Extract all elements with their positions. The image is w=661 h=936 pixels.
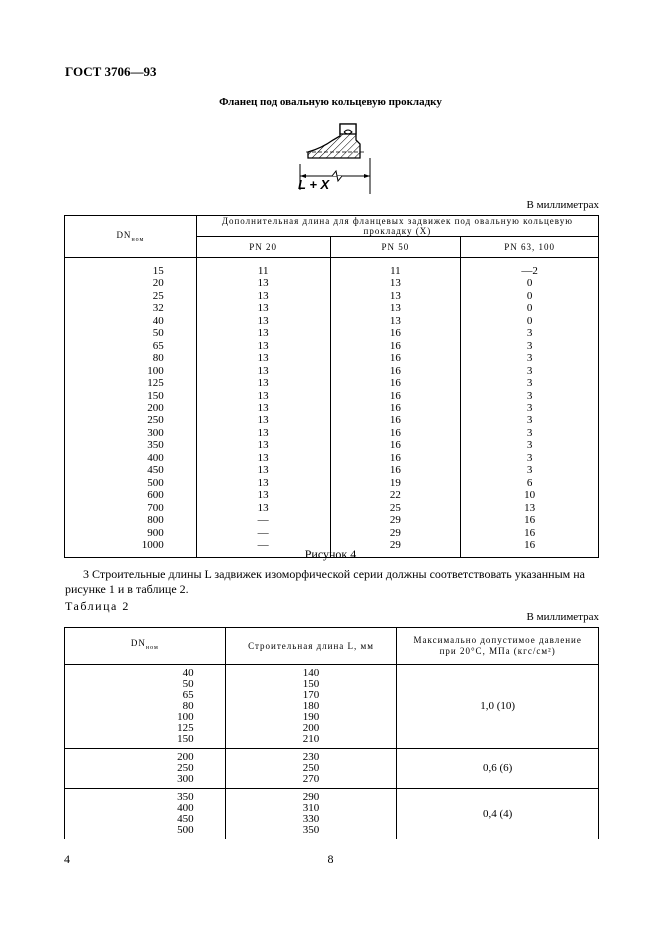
table-value: 500 bbox=[147, 476, 164, 489]
table-value: 13 bbox=[257, 426, 269, 439]
table-value: 500 bbox=[177, 824, 194, 836]
table-value: 13 bbox=[257, 352, 269, 365]
pressure-cell: 1,0 (10) bbox=[397, 665, 599, 749]
table-value: 350 bbox=[147, 439, 164, 452]
table-value: 11 bbox=[390, 265, 401, 277]
table-value: 230 bbox=[302, 751, 320, 763]
table-value: 16 bbox=[389, 352, 401, 365]
pn20-header: PN 20 bbox=[196, 237, 330, 258]
group-header: Дополнительная длина для фланцевых задвижек под овальную кольцевую прокладку (X) bbox=[196, 216, 598, 237]
table-value: 350 bbox=[177, 791, 194, 803]
table-value: 13 bbox=[389, 314, 401, 327]
figure-dimension-label: L + X bbox=[298, 177, 330, 192]
table-additional-length bbox=[64, 215, 599, 558]
units-note-2: В миллиметрах bbox=[526, 611, 599, 623]
table-value: 13 bbox=[257, 439, 269, 452]
table-value: 3 bbox=[526, 464, 533, 477]
table-value: 40 bbox=[182, 667, 194, 679]
table-value: 0 bbox=[526, 289, 533, 302]
table-2-label: Таблица 2 bbox=[65, 599, 130, 613]
table-value: 150 bbox=[302, 678, 320, 690]
table-value: 700 bbox=[147, 501, 164, 514]
table-value: 310 bbox=[302, 802, 320, 814]
dn-header: $DN_{ном}$ bbox=[65, 216, 197, 258]
table-value: 250 bbox=[147, 414, 164, 427]
table-value: 0 bbox=[526, 314, 533, 327]
table-value: 3 bbox=[526, 401, 533, 414]
table-value: — bbox=[257, 538, 269, 551]
table-value: 16 bbox=[389, 327, 401, 340]
table-value: 13 bbox=[257, 377, 269, 390]
table-value: 16 bbox=[389, 451, 401, 464]
table-value: 140 bbox=[302, 667, 320, 679]
table-value: 65 bbox=[182, 689, 194, 701]
table-value: 22 bbox=[389, 489, 401, 502]
table-value: 600 bbox=[147, 489, 164, 502]
table-value: 13 bbox=[389, 277, 401, 290]
table-value: 1000 bbox=[141, 538, 164, 551]
table-value: 3 bbox=[526, 339, 533, 352]
table-value: 16 bbox=[389, 377, 401, 390]
dimension-line bbox=[298, 158, 370, 194]
dn-header-2: $DN_{ном}$ bbox=[65, 628, 226, 665]
table-value: — bbox=[257, 526, 269, 539]
table-value: 13 bbox=[257, 489, 269, 502]
table-value: 16 bbox=[389, 464, 401, 477]
table-value: 13 bbox=[257, 464, 269, 477]
table-value: 13 bbox=[257, 302, 269, 315]
table-value: 250 bbox=[177, 762, 194, 774]
table-value: 25 bbox=[152, 289, 164, 302]
table-value: 13 bbox=[257, 451, 269, 464]
table-value: —2 bbox=[521, 265, 538, 277]
table-value: 16 bbox=[389, 364, 401, 377]
table-value: 13 bbox=[257, 289, 269, 302]
table-value: 16 bbox=[389, 401, 401, 414]
table-value: 125 bbox=[177, 722, 194, 734]
table-value: 10 bbox=[524, 489, 536, 502]
table-value: 16 bbox=[389, 426, 401, 439]
table-value: 300 bbox=[177, 773, 194, 785]
table-value: 13 bbox=[257, 327, 269, 340]
page-number-center: 8 bbox=[327, 852, 334, 866]
table-value: 16 bbox=[389, 414, 401, 427]
table-value: 16 bbox=[524, 538, 536, 551]
table-value: 13 bbox=[257, 277, 269, 290]
table-value: 16 bbox=[389, 389, 401, 402]
table-value: 20 bbox=[152, 277, 164, 290]
table-value: 3 bbox=[526, 451, 533, 464]
length-header: Строительная длина L, мм bbox=[225, 628, 397, 665]
table-value: 800 bbox=[147, 514, 164, 527]
paragraph-line-2: рисунке 1 и в таблице 2. bbox=[65, 582, 189, 596]
table-value: 80 bbox=[152, 352, 164, 365]
table-value: 290 bbox=[302, 791, 320, 803]
table-value: 0 bbox=[526, 302, 533, 315]
table-value: 13 bbox=[257, 389, 269, 402]
table-value: 11 bbox=[257, 265, 269, 277]
table-value: 50 bbox=[152, 327, 164, 340]
length-cell bbox=[225, 789, 397, 840]
table-value: 16 bbox=[524, 514, 536, 527]
table-value: 3 bbox=[526, 377, 533, 390]
length-cell bbox=[225, 749, 397, 789]
table-value: 13 bbox=[257, 414, 269, 427]
table-value: 400 bbox=[147, 451, 164, 464]
table-value: 19 bbox=[389, 476, 401, 489]
table-value: 170 bbox=[302, 689, 320, 701]
table-value: — bbox=[257, 514, 269, 527]
pn20-column bbox=[196, 258, 330, 558]
pn63-100-header: PN 63, 100 bbox=[461, 237, 599, 258]
table-value: 3 bbox=[526, 414, 533, 427]
table-value: 13 bbox=[257, 501, 269, 514]
table-value: 29 bbox=[389, 538, 401, 551]
figure-title: Фланец под овальную кольцевую прокладку bbox=[219, 96, 442, 108]
table-value: 190 bbox=[302, 711, 320, 723]
paragraph-line-1: 3 Строительные длины L задвижек изоморфической серии должны соответствовать указанным на bbox=[83, 567, 585, 581]
table-value: 15 bbox=[152, 265, 164, 277]
table-value: 200 bbox=[177, 751, 194, 763]
table-value: 32 bbox=[152, 302, 164, 315]
table-value: 13 bbox=[257, 339, 269, 352]
table-value: 3 bbox=[526, 364, 533, 377]
pressure-cell: 0,4 (4) bbox=[397, 789, 599, 840]
table-value: 13 bbox=[389, 289, 401, 302]
table-value: 16 bbox=[389, 339, 401, 352]
dn-cell bbox=[65, 665, 226, 749]
table-value: 400 bbox=[177, 802, 194, 814]
table-value: 40 bbox=[152, 314, 164, 327]
table-value: 65 bbox=[152, 339, 164, 352]
table-value: 13 bbox=[257, 314, 269, 327]
table-value: 13 bbox=[257, 476, 269, 489]
table-construction-length bbox=[64, 627, 599, 839]
flange-section bbox=[306, 124, 366, 158]
table-value: 3 bbox=[526, 352, 533, 365]
table-row bbox=[65, 749, 599, 789]
table-value: 3 bbox=[526, 439, 533, 452]
table-value: 25 bbox=[389, 501, 401, 514]
table-value: 16 bbox=[524, 526, 536, 539]
document-header: ГОСТ 3706—93 bbox=[65, 64, 157, 79]
table-value: 125 bbox=[147, 377, 164, 390]
table-value: 13 bbox=[524, 501, 536, 514]
table-value: 200 bbox=[147, 401, 164, 414]
table-value: 250 bbox=[302, 762, 320, 774]
table-value: 29 bbox=[389, 514, 401, 527]
flange-drawing bbox=[288, 118, 388, 198]
table-value: 3 bbox=[526, 327, 533, 340]
table-value: 13 bbox=[257, 364, 269, 377]
dn-cell bbox=[65, 789, 226, 840]
table-value: 80 bbox=[182, 700, 194, 712]
table-value: 450 bbox=[147, 464, 164, 477]
length-cell bbox=[225, 665, 397, 749]
table-value: 450 bbox=[177, 813, 194, 825]
table-value: 0 bbox=[526, 277, 533, 290]
table-value: 150 bbox=[177, 733, 194, 745]
pressure-header: Максимально допустимое давление при 20°С, МПа (кгс/см²) bbox=[397, 628, 599, 665]
pn63-100-column bbox=[461, 258, 599, 558]
table-value: 16 bbox=[389, 439, 401, 452]
table-value: 210 bbox=[302, 733, 320, 745]
table-row bbox=[65, 665, 599, 749]
table-value: 330 bbox=[302, 813, 320, 825]
table-value: 3 bbox=[526, 389, 533, 402]
units-note: В миллиметрах bbox=[526, 199, 599, 211]
table-value: 300 bbox=[147, 426, 164, 439]
table-value: 29 bbox=[389, 526, 401, 539]
table-row bbox=[65, 789, 599, 840]
page-number-left: 4 bbox=[64, 852, 70, 866]
pressure-cell: 0,6 (6) bbox=[397, 749, 599, 789]
table-value: 900 bbox=[147, 526, 164, 539]
table-value: 13 bbox=[257, 401, 269, 414]
table-value: 3 bbox=[526, 426, 533, 439]
table-value: 100 bbox=[147, 364, 164, 377]
dn-column bbox=[65, 258, 197, 558]
table-value: 270 bbox=[302, 773, 320, 785]
table-value: 200 bbox=[302, 722, 320, 734]
table-value: 6 bbox=[526, 476, 533, 489]
table-value: 100 bbox=[177, 711, 194, 723]
pn50-column bbox=[330, 258, 461, 558]
table-value: 150 bbox=[147, 389, 164, 402]
table-value: 50 bbox=[182, 678, 194, 690]
dn-cell bbox=[65, 749, 226, 789]
table-value: 350 bbox=[302, 824, 320, 836]
table-value: 13 bbox=[389, 302, 401, 315]
table-value: 180 bbox=[302, 700, 320, 712]
pn50-header: PN 50 bbox=[330, 237, 461, 258]
figure-caption: Рисунок 4 bbox=[304, 547, 357, 561]
